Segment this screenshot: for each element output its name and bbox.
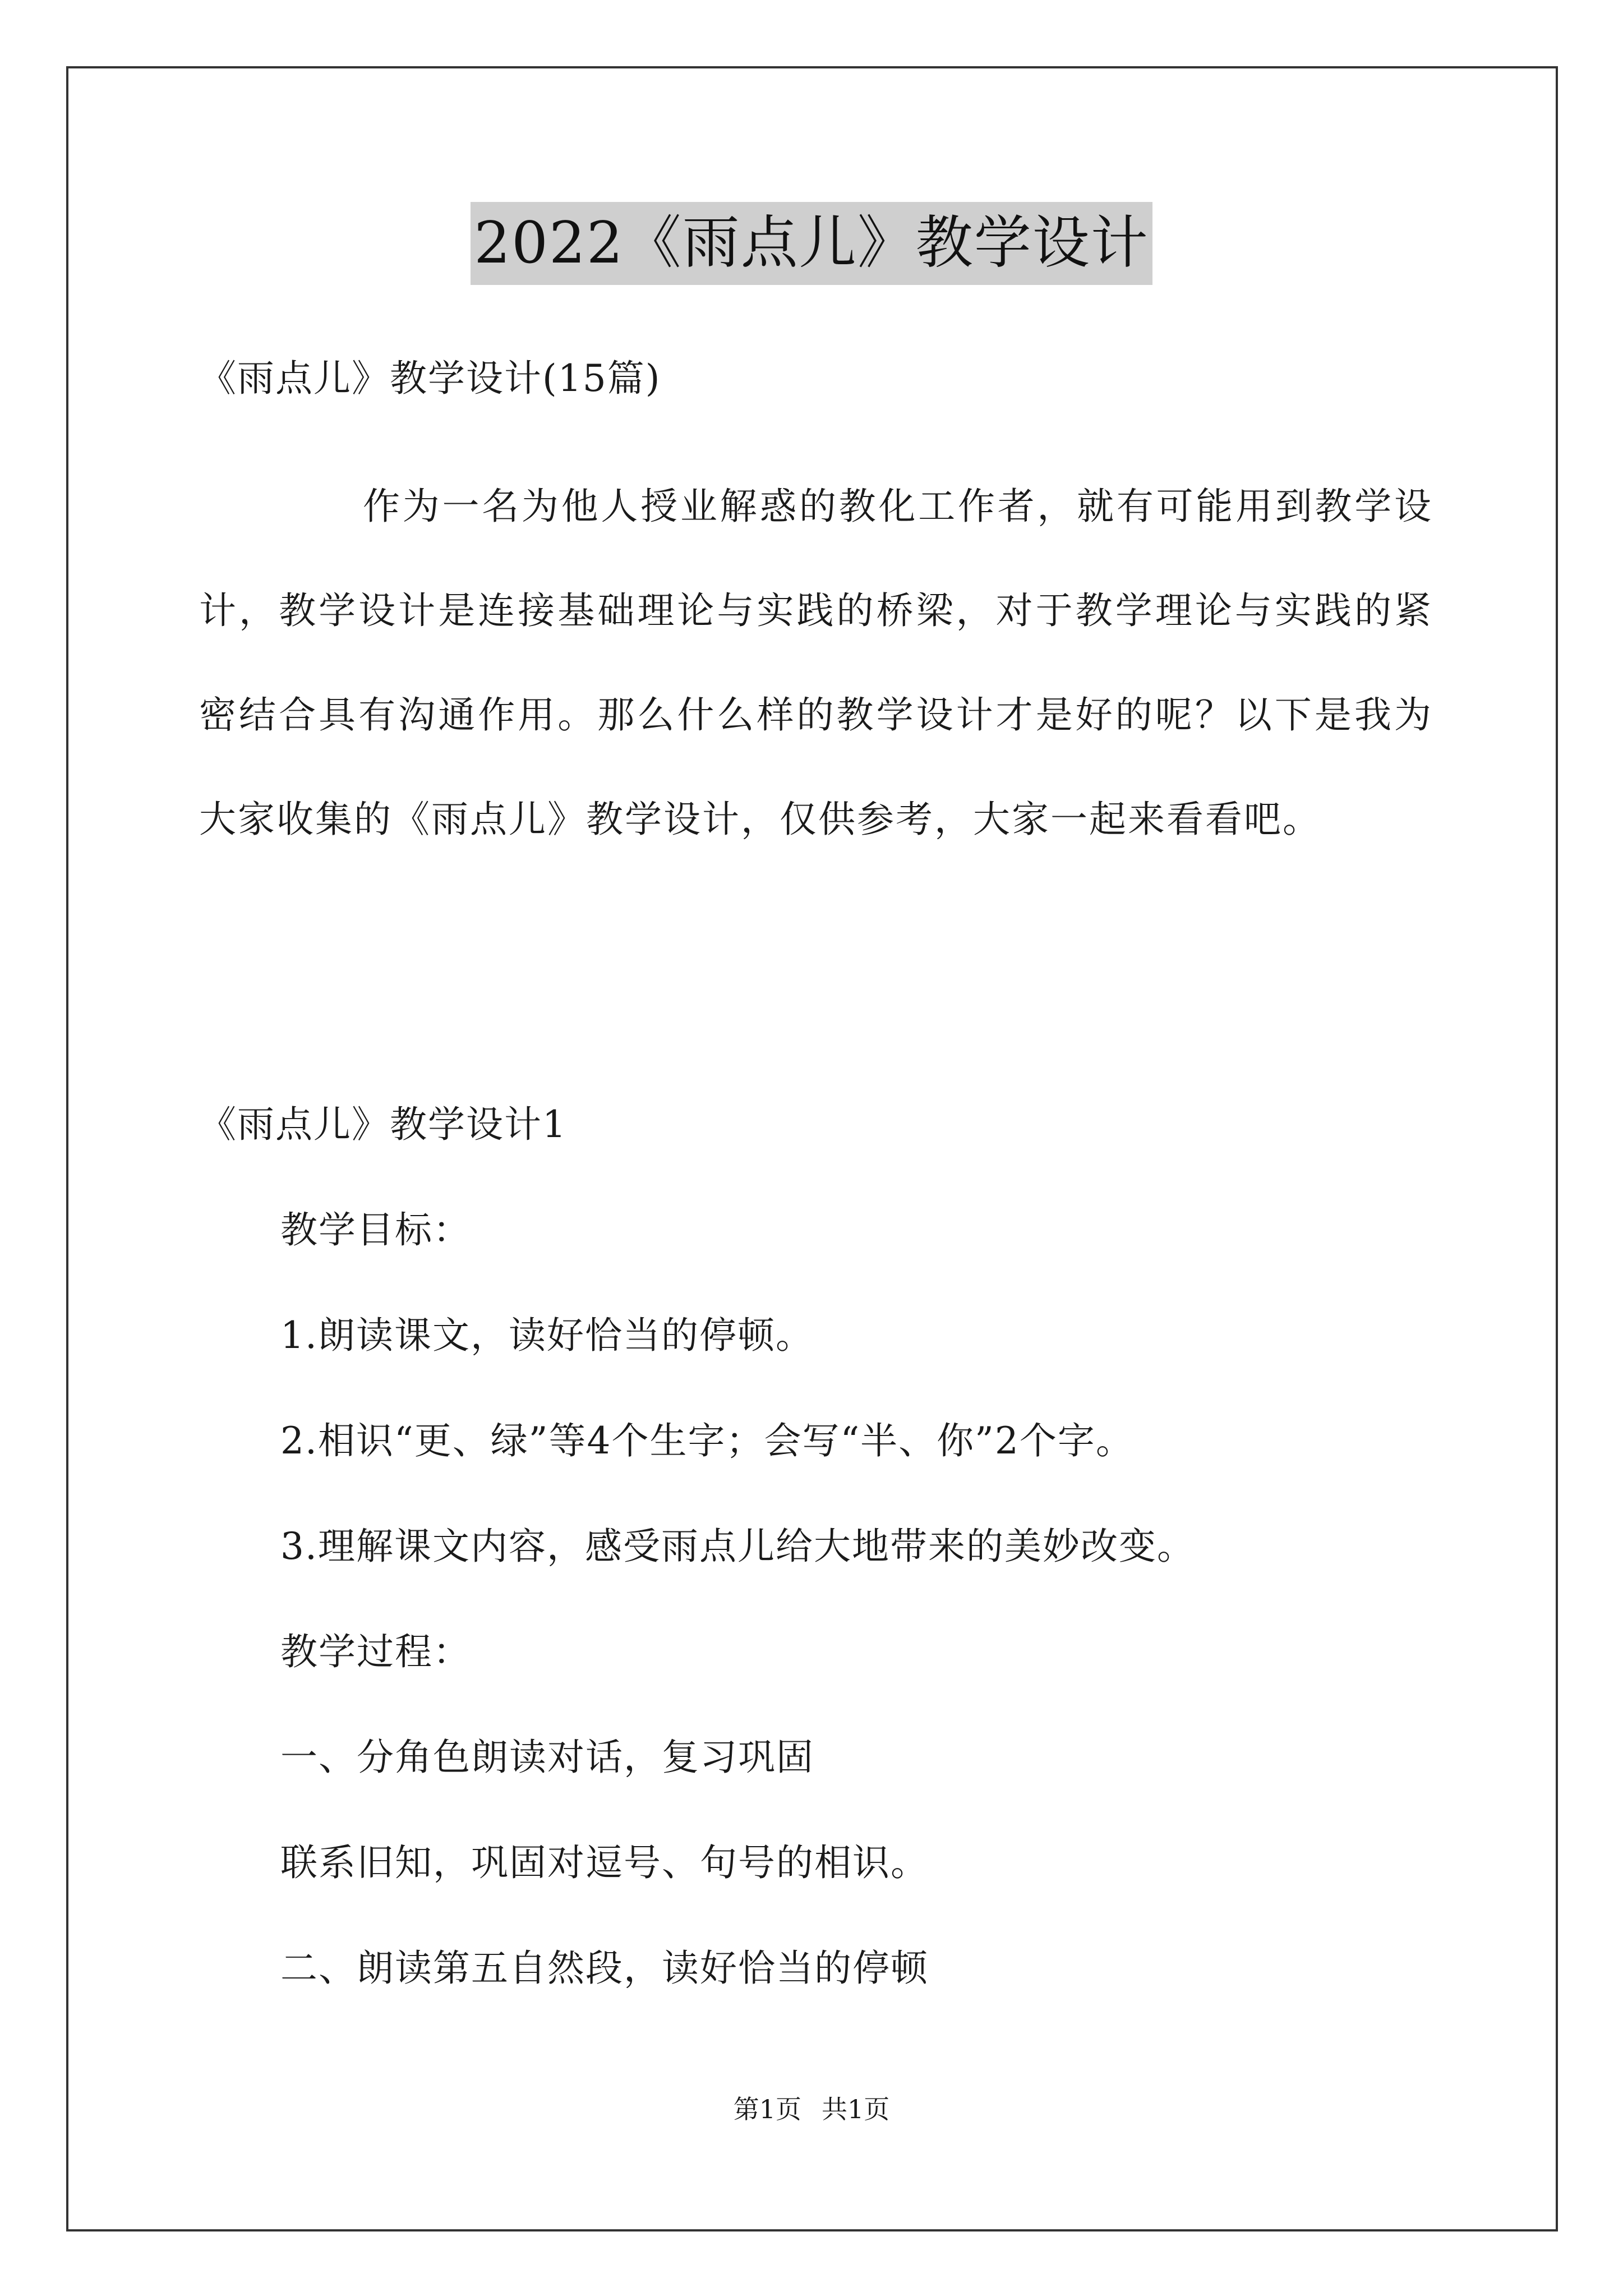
body-line-step-1: 一、分角色朗读对话，复习巩固 (280, 1736, 814, 1779)
document-title: 2022《雨点儿》教学设计 (471, 202, 1152, 285)
body-line-process: 教学过程： (280, 1630, 471, 1673)
document-subtitle: 《雨点儿》教学设计(15篇) (199, 357, 661, 400)
body-line-objective-1: 1.朗读课文，读好恰当的停顿。 (280, 1314, 814, 1357)
section-heading: 《雨点儿》教学设计1 (199, 1103, 567, 1146)
page-number: 第1页 (733, 2094, 801, 2124)
body-line-step-1-detail: 联系旧知，巩固对逗号、句号的相识。 (280, 1841, 929, 1884)
page-footer (0, 2092, 1623, 2126)
intro-paragraph: 作为一名为他人授业解惑的教化工作者，就有可能用到教学设计，教学设计是连接基础理论与实践的桥梁，对于教学理论与实践的紧密结合具有沟通作用。那么什么样的教学设计才是好的呢？以下是我为大家收集的《雨点儿》教学设计，仅供参考，大家一起来看看吧。 (199, 485, 1433, 841)
body-line-objectives: 教学目标： (280, 1208, 471, 1251)
body-line-step-2: 二、朗读第五自然段，读好恰当的停顿 (280, 1947, 929, 1990)
body-line-objective-3: 3.理解课文内容，感受雨点儿给大地带来的美妙改变。 (280, 1525, 1195, 1568)
title-container (0, 202, 1623, 285)
page-total: 共1页 (822, 2094, 890, 2124)
body-line-objective-2: 2.相识“更、绿”等4个生字；会写“半、你”2个字。 (280, 1419, 1134, 1462)
